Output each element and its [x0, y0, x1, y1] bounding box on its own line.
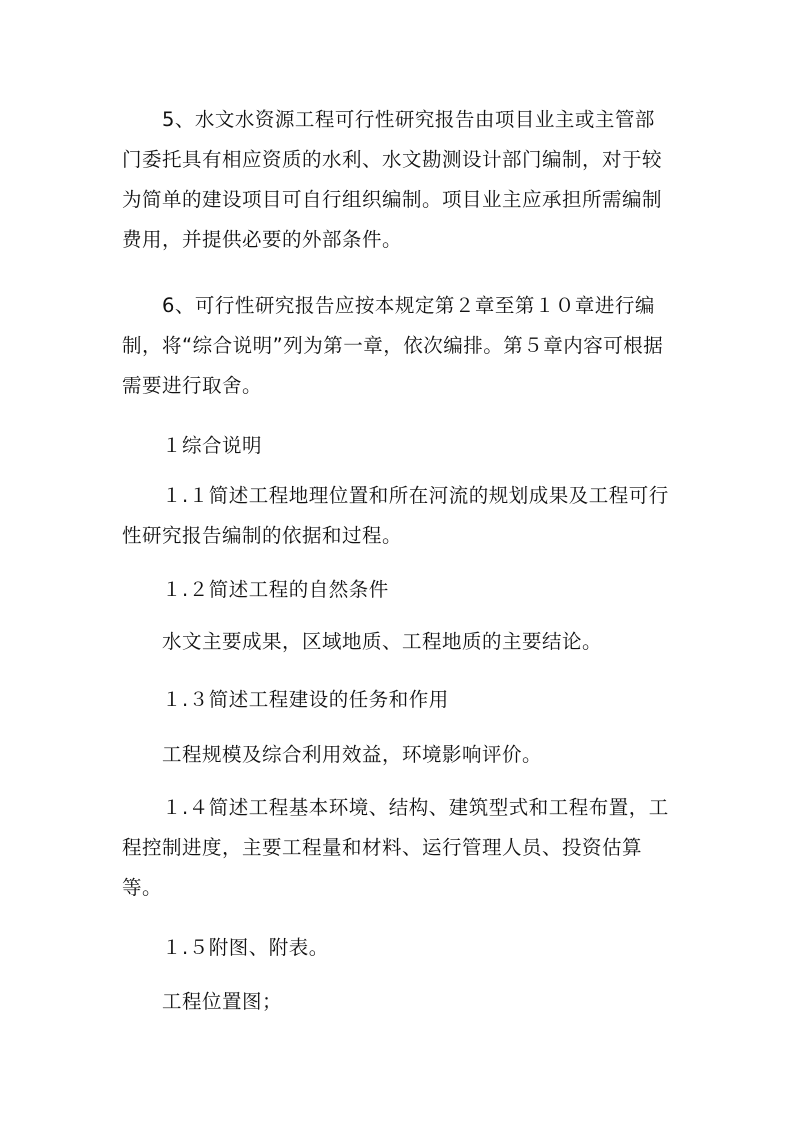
paragraph-1-2-body: 水文主要成果，区域地质、工程地质的主要结论。	[162, 630, 603, 653]
paragraph-1-3-body: 工程规模及综合利用效益，环境影响评价。	[162, 743, 543, 766]
paragraph-item-5: 5、水文水资源工程可行性研究报告由项目业主或主管部门委托具有相应资质的水利、水文勘测设计部门编制，对于较为简单的建设项目可自行组织编制。项目业主应承担所需编制费用，并提供必要的外部条件。	[122, 108, 663, 251]
subheading-1-3: １.３简述工程建设的任务和作用	[162, 688, 449, 711]
subheading-1-2: １.２简述工程的自然条件	[162, 578, 389, 601]
paragraph-1-4: １.４简述工程基本环境、结构、建筑型式和工程布置，工程控制进度，主要工程量和材料、运行管理人员、投资估算等。	[122, 796, 669, 899]
subheading-1-5: １.５附图、附表。	[162, 936, 329, 959]
paragraph-item-6: 6、可行性研究报告应按本规定第２章至第１０章进行编制，将“综合说明”列为第一章，依次编排。第５章内容可根据需要进行取舍。	[122, 294, 664, 397]
section-heading-1: １综合说明	[162, 434, 263, 457]
paragraph-1-5-body: 工程位置图；	[162, 990, 283, 1013]
paragraph-1-1: １.１简述工程地理位置和所在河流的规划成果及工程可行性研究报告编制的依据和过程。	[122, 484, 669, 547]
